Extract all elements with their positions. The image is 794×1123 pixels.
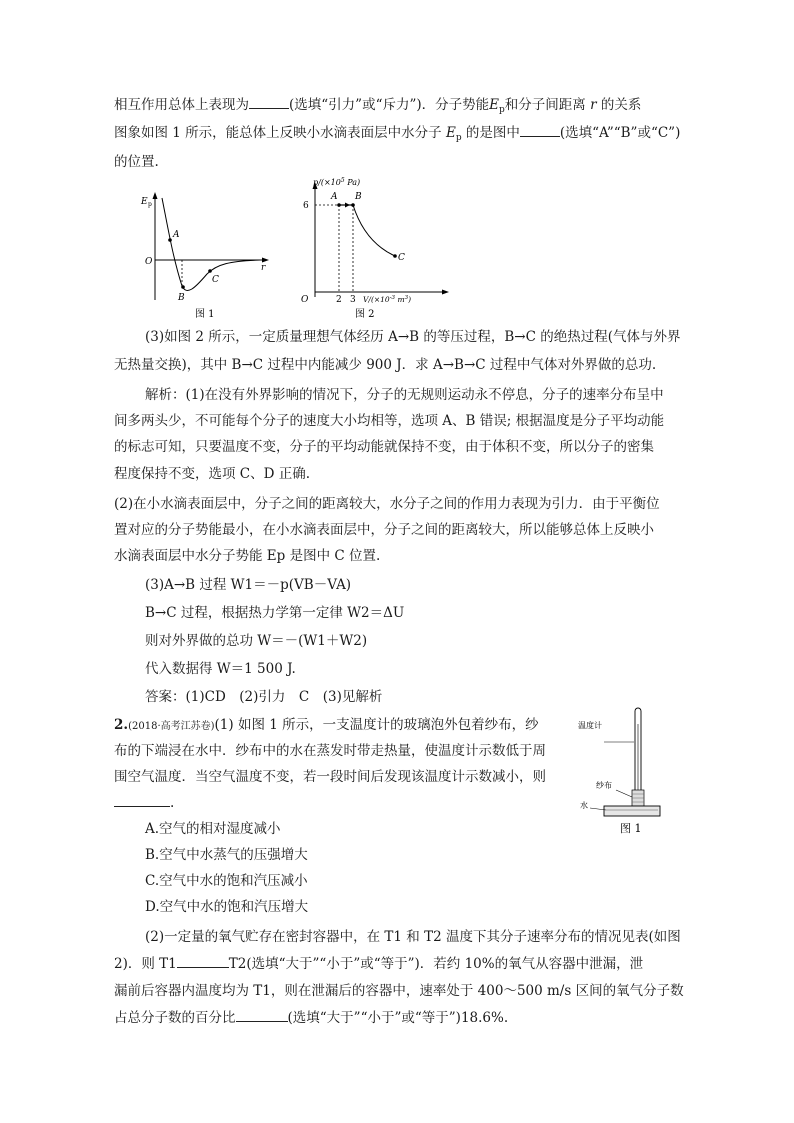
option-c: C.空气中水的饱和汽压减小 [145,873,308,889]
answer-blank [249,96,289,109]
x-tick-3: 3 [350,295,356,305]
analysis-line-3: 的标志可知，只要温度不变，分子的平均动能就保持不变，由于体积不变，所以分子的密集 [114,439,654,455]
q2-line-1: 2.(2018·高考江苏卷)(1) 如图 1 所示，一支温度计的玻璃泡外包着纱布，纱 [114,717,539,733]
point-b-label: B [178,293,185,303]
x-axis-label: $V/(\times 10^{-3}$ $m^3$) [363,295,411,304]
q2-part2-line-1: (2)一定量的氧气贮存在密封容器中，在 T1 和 T2 温度下其分子速率分布的情况见表(如图 [145,929,681,945]
intro-line-3: 的位置. [114,154,159,170]
analysis-line-4: 程度保持不变，选项 C、D 正确. [114,466,311,482]
x-tick-2: 2 [336,295,342,305]
question-number: 2. [114,717,129,733]
analysis-line-8: (3)A→B 过程 W1＝－p(VB－VA) [145,577,352,593]
gauze-label: 纱布 [596,781,612,790]
analysis-line-9: B→C 过程，根据热力学第一定律 W2＝ΔU [145,605,405,621]
option-a: A.空气的相对湿度减小 [145,821,281,837]
y-tick-6: 6 [303,201,309,211]
potential-curve [162,198,260,290]
gauze-leader-line [616,790,632,797]
origin-label: O [145,257,153,267]
q2-line-3: 围空气温度．当空气温度不变，若一段时间后发现该温度计示数减小，则 [114,769,546,785]
option-b: B.空气中水蒸气的压强增大 [145,847,308,863]
figure-1-potential-energy-graph [135,188,275,318]
x-axis-arrow [262,258,269,263]
analysis-line-10: 则对外界做的总功 W＝－(W1＋W2) [145,633,368,649]
y-axis-label: $p/(\times 10^5$ Pa) [313,177,361,187]
answer-blank [114,794,170,807]
water-label: 水 [580,801,588,810]
answer-line: 答案：(1)CD (2)引力 C (3)见解析 [145,689,383,705]
analysis-line-5: (2)在小水滴表面层中，分子之间的距离较大，水分子之间的作用力表现为引力．由于平衡位 [114,496,660,512]
point-a-dot [168,238,172,242]
thermometer-figure-caption: 图 1 [620,822,642,834]
answer-blank [520,124,560,137]
origin-label: O [301,295,309,305]
intro-line-1: 相互作用总体上表现为 (选填“引力”或“斥力”)．分子势能$E_p$和分子间距离 r 的关系 [114,97,642,115]
x-axis-label: r [261,263,266,273]
y-axis-arrow [153,192,158,199]
q2-line-4: . [114,794,174,812]
analysis-line-2: 间多两头少，不可能每个分子的速度大小均相等，选项 A、B 错误; 根据温度是分子平均动能 [114,413,665,429]
option-d: D.空气中水的饱和汽压增大 [145,899,309,915]
point-c-label: C [398,253,405,263]
point-a-dot [337,203,341,207]
point-c-label: C [212,275,219,285]
question-source: (2018·高考江苏卷) [128,721,215,732]
x-axis-arrow [442,290,449,295]
analysis-line-6: 置对应的分子势能最小，在小水滴表面层中，分子之间的距离较大，所以能够总体上反映小 [114,522,654,538]
q2-part2-line-2: 2)．则 T1 T2(选填“大于”“小于”或“等于”)．若约 10%的氧气从容器中泄漏，泄 [114,956,644,972]
point-c-dot [393,254,397,258]
point-b-dot [181,285,185,289]
analysis-line-1: 解析：(1)在没有外界影响的情况下，分子的无规则运动永不停息，分子的速率分布呈中 [145,387,664,403]
y-axis-sub: p [148,201,152,208]
thermometer-label: 温度计 [578,721,602,730]
figure-1-caption: 图 1 [195,309,215,318]
figure-2-caption: 图 2 [355,309,375,320]
point-a-label: A [331,192,338,202]
ab-direction-arrow [345,203,350,208]
figure-2-pv-graph [295,172,455,320]
analysis-line-7: 水滴表面层中水分子势能 Ep 是图中 C 位置. [114,548,381,564]
point-a-label: A [173,230,180,240]
q2-part2-line-3: 漏前后容器内温度均为 T1，则在泄漏后的容器中，速率处于 400～500 m/s 区间的氧气分子数 [114,983,684,999]
q2-line-2: 布的下端浸在水中．纱布中的水在蒸发时带走热量，使温度计示数低于周 [114,743,546,759]
answer-blank [236,1009,288,1022]
y-axis-label: E [141,197,148,207]
point-c-dot [208,269,212,273]
water-dish [604,806,660,816]
q2-part2-line-4: 占总分子数的百分比 (选填“大于”“小于”或“等于”)18.6%. [114,1010,509,1026]
q3-line-2: 无热量交换)，其中 B→C 过程中内能减少 900 J．求 A→B→C 过程中气体对外界做的总功. [114,357,657,373]
q3-line-1: (3)如图 2 所示，一定质量理想气体经历 A→B 的等压过程，B→C 的绝热过程(气体与外界 [145,329,681,345]
intro-line-2: 图象如图 1 所示，能总体上反映小水滴表面层中水分子 $E_p$ 的是图中 (选填“A”“B”或“C”) [114,125,681,143]
analysis-line-11: 代入数据得 W＝1 500 J. [145,661,296,677]
thermometer-figure [576,704,686,834]
point-b-label: B [355,192,362,202]
point-b-dot [351,203,355,207]
answer-blank [177,955,229,968]
bc-adiabatic-curve [353,205,395,256]
